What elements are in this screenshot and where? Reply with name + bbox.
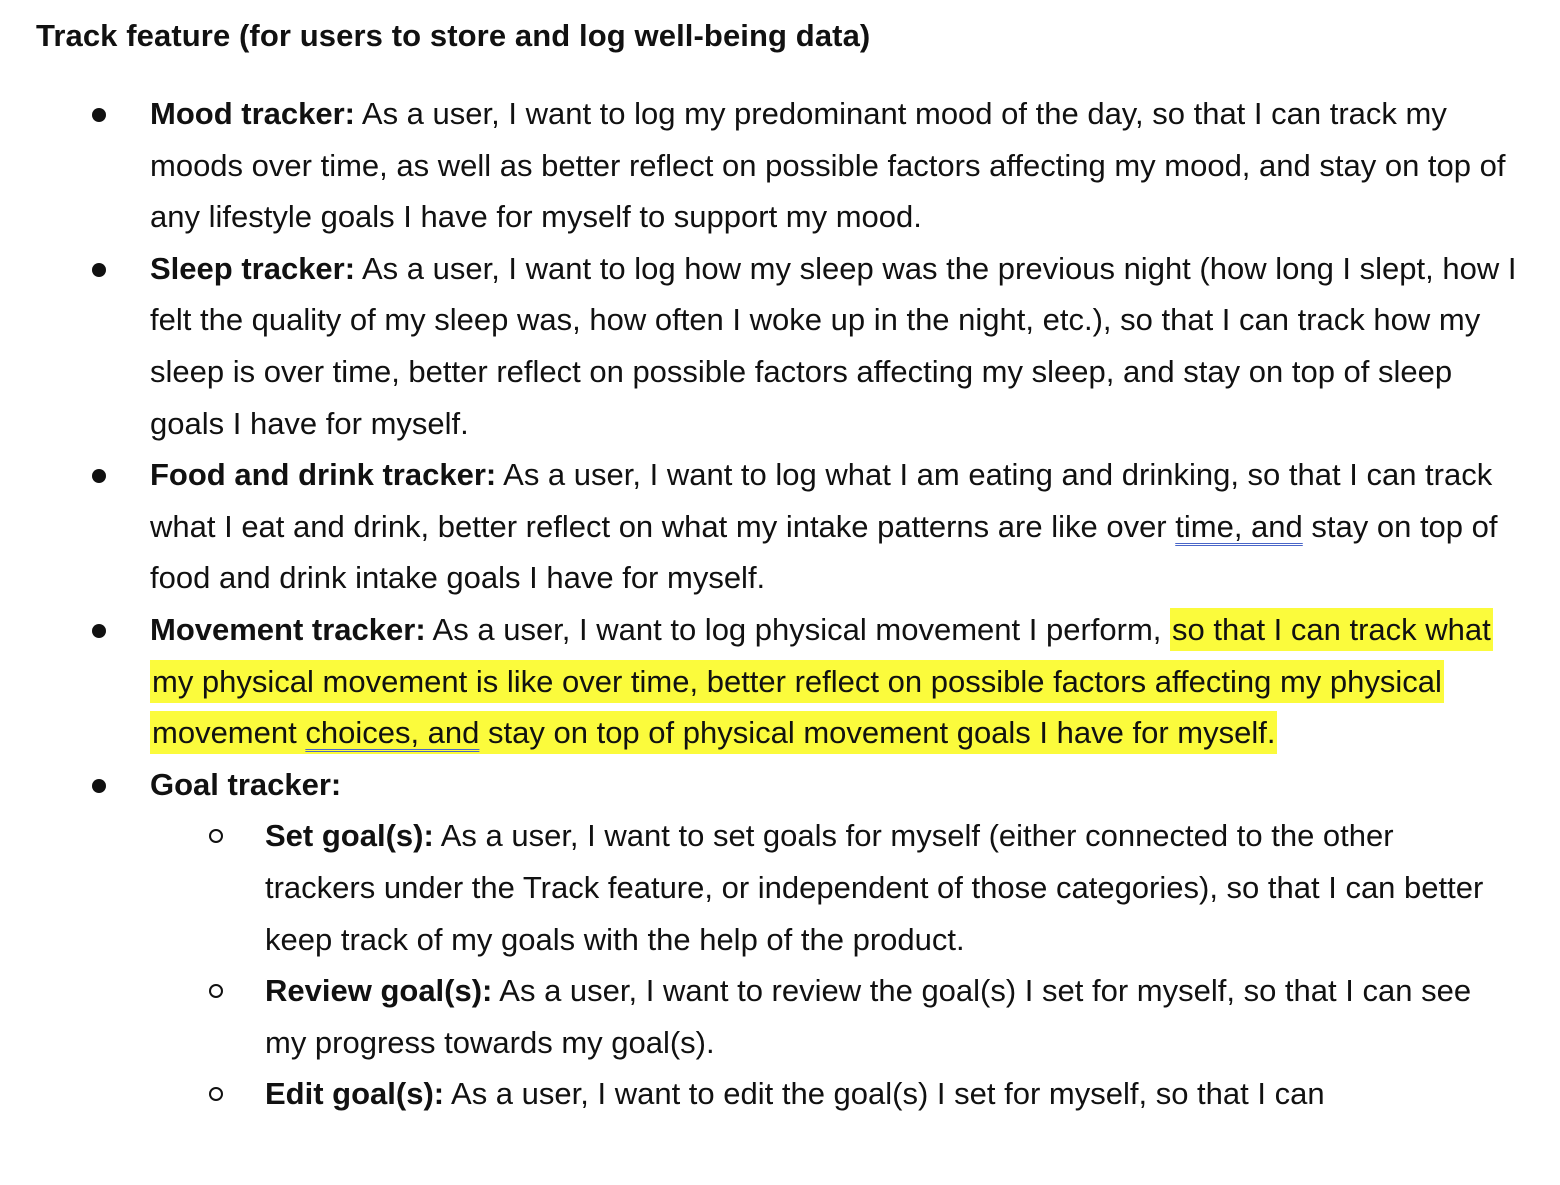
item-text: As a user, I want to log how my sleep was the previous night (how long I slept, how I felt the quality of my sleep was, how often I woke up in the night, etc.), so that I can track how my sleep is over time, better reflect on possible factors affecting my sleep, and stay on top of sleep goals I have for myself. <box>150 250 1517 441</box>
bullet-icon <box>92 263 106 277</box>
subitem-text: As a user, I want to edit the goal(s) I set for myself, so that I can <box>444 1076 1325 1112</box>
grammar-underlined-text: choices, and <box>305 715 480 751</box>
tracker-list <box>0 88 1560 1120</box>
item-text: As a user, I want to log physical movement I perform, <box>425 611 1170 647</box>
list-item-mood-tracker <box>0 88 1560 243</box>
list-item-movement-tracker <box>0 604 1560 759</box>
list-item-food-drink-tracker <box>0 449 1560 604</box>
bullet-icon <box>92 108 106 122</box>
subitem-text: As a user, I want to review the goal(s) I set for myself, so that I can see my progress towards my goal(s). <box>265 973 1472 1060</box>
document-title: Track feature (for users to store and log well-being data) <box>36 18 871 53</box>
bullet-icon <box>92 469 106 483</box>
bullet-icon <box>92 624 106 638</box>
list-item-goal-tracker <box>0 759 1560 1120</box>
highlighted-text-part: so that I can track what my physical movement is like over time, better reflect on possible factors affecting my physical movement <box>152 611 1491 751</box>
highlighted-text-part: stay on top of physical movement goals I have for myself. <box>479 715 1276 751</box>
item-label: Food and drink tracker: <box>150 457 497 493</box>
item-text: stay on top of food and drink intake goals I have for myself. <box>150 508 1498 596</box>
item-text: As a user, I want to log my predominant mood of the day, so that I can track my moods over time, as well as better reflect on possible factors affecting my mood, and stay on top of any lifestyle goals I have for myself to support my mood. <box>150 96 1506 235</box>
subitem-label: Edit goal(s): <box>265 1076 445 1112</box>
subitem-label: Review goal(s): <box>265 973 493 1009</box>
sublist-item-review-goals <box>0 965 1530 1068</box>
item-label: Goal tracker: <box>150 766 342 802</box>
goal-sublist <box>0 810 1530 1120</box>
item-label: Sleep tracker: <box>150 250 356 286</box>
hollow-bullet-icon <box>209 829 223 843</box>
grammar-underlined-text: time, and <box>1175 508 1303 544</box>
subitem-label: Set goal(s): <box>265 818 434 854</box>
hollow-bullet-icon <box>209 1087 223 1101</box>
sublist-item-edit-goals <box>0 1068 1530 1120</box>
hollow-bullet-icon <box>209 984 223 998</box>
subitem-text: As a user, I want to set goals for myself (either connected to the other trackers under the Track feature, or independent of those categories), so that I can better keep track of my goals with the help of the product. <box>265 818 1484 957</box>
list-item-sleep-tracker <box>0 243 1560 449</box>
item-label: Mood tracker: <box>150 96 355 131</box>
bullet-icon <box>92 779 106 793</box>
item-text: As a user, I want to log what I am eating and drinking, so that I can track what I eat and drink, better reflect on what my intake patterns are like over <box>150 457 1493 544</box>
item-label: Movement tracker: <box>150 611 426 647</box>
sublist-item-set-goals <box>0 810 1530 965</box>
